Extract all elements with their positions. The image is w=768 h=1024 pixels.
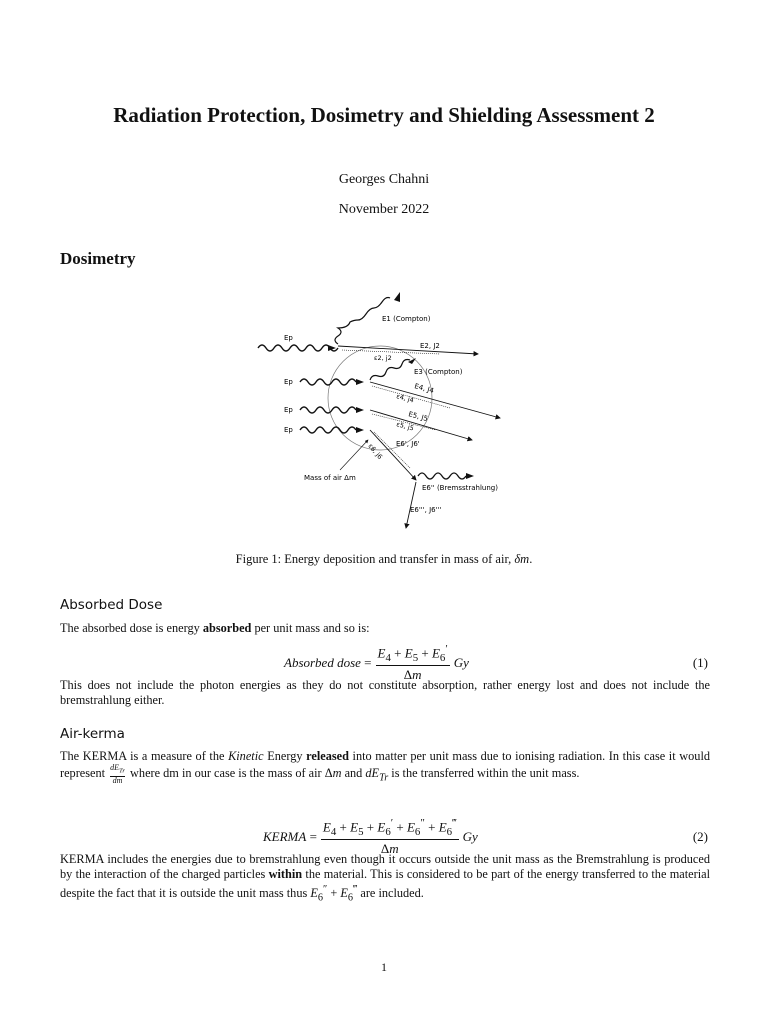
label-ep2: Ep xyxy=(284,378,293,386)
label-ep4: Ep xyxy=(284,426,293,434)
incident-photon-4 xyxy=(300,427,356,433)
author: Georges Chahni xyxy=(338,172,430,187)
label-e6: E6', J6' xyxy=(396,440,420,448)
absorbed-dose-intro: The absorbed dose is energy absorbed per unit mass and so is: xyxy=(60,621,370,635)
eq2-number: (2) xyxy=(692,829,708,844)
subsection-heading-air-kerma: Air-kerma xyxy=(60,726,125,742)
equation-1: Absorbed dose = $\frac{E_4 + E_5 + E_6'}{\Delta m}$ Gy (1) xyxy=(284,643,708,682)
date: November 2022 xyxy=(338,202,430,217)
figure-caption: Figure 1: Energy deposition and transfer in mass of air, δm. xyxy=(235,552,533,566)
eq2-fraction: $\frac{E_4 + E_5 + E_6' + E_6'' + E_6^‴}{\Delta m}$ xyxy=(322,817,457,856)
eq1-number: (1) xyxy=(692,655,708,670)
air-kerma-paragraph-1: The KERMA is a measure of the Kinetic Energy released into matter per unit mass due to ionising radiation. In this case it would represent $\frac{dE_{Tr}}{dm}$ where dm in our case is the mass of air Δm and $dE_{Tr}$ is the transferred within the unit mass. xyxy=(60,749,711,785)
label-e3: E3 (Compton) xyxy=(414,368,463,376)
label-ep3: Ep xyxy=(284,406,293,414)
paper-title: Radiation Protection, Dosimetry and Shielding Assessment 2 xyxy=(113,103,655,127)
bremsstrahlung-photon xyxy=(418,473,466,479)
section-heading-dosimetry: Dosimetry xyxy=(60,249,136,268)
eq2-lhs: KERMA xyxy=(263,828,307,844)
label-e6pp: E6'' (Bremsstrahlung) xyxy=(422,484,498,492)
compton-photon-e3 xyxy=(370,360,410,381)
subsection-heading-absorbed-dose: Absorbed Dose xyxy=(60,597,163,613)
equation-2: KERMA = $\frac{E_4 + E_5 + E_6' + E_6'' + E_6^‴}{\Delta m}$ Gy (2) xyxy=(263,817,708,856)
label-e5: E5, J5 xyxy=(407,410,429,424)
label-eps4: ε4, j4 xyxy=(395,392,415,405)
eq1-unit: Gy xyxy=(453,654,469,670)
label-e6ppp: E6''', J6''' xyxy=(410,506,442,514)
label-e1: E1 (Compton) xyxy=(382,315,431,323)
label-e2: E2, J2 xyxy=(420,342,440,350)
air-kerma-paragraph-2: KERMA includes the energies due to bremstrahlung even though it occurs outside the unit mass as the Bremstrahlung is produced by the interaction of the charged particles within the material. This is considered to be part of the energy transferred to the material despite the fact that it is outside the unit mass thus $E_6'' + E_6^‴$ are included. xyxy=(60,852,710,904)
eq2-unit: Gy xyxy=(462,828,478,844)
label-mass: Mass of air Δm xyxy=(304,474,356,482)
eq1-lhs: Absorbed dose xyxy=(284,654,361,670)
label-e4: E4, J4 xyxy=(413,382,435,396)
page-number: 1 xyxy=(381,960,387,974)
figure-energy-deposition xyxy=(250,290,530,540)
label-ep1: Ep xyxy=(284,334,293,342)
electron-e6ppp xyxy=(406,482,416,528)
eq1-fraction: $\frac{E_4 + E_5 + E_6'}{\Delta m}$ xyxy=(377,643,448,682)
absorbed-dose-note: This does not include the photon energies as they do not constitute absorption, rather energy lost and does not include the bremstrahlung either. xyxy=(60,678,710,707)
incident-photon-3 xyxy=(300,407,356,413)
electron-e4 xyxy=(370,382,500,418)
label-eps2: ε2, j2 xyxy=(374,354,392,362)
label-eps6: ε6, j6 xyxy=(366,442,384,461)
incident-photon-1 xyxy=(258,345,338,351)
incident-photon-2 xyxy=(300,379,356,385)
label-eps5: ε5, j5 xyxy=(395,420,415,433)
